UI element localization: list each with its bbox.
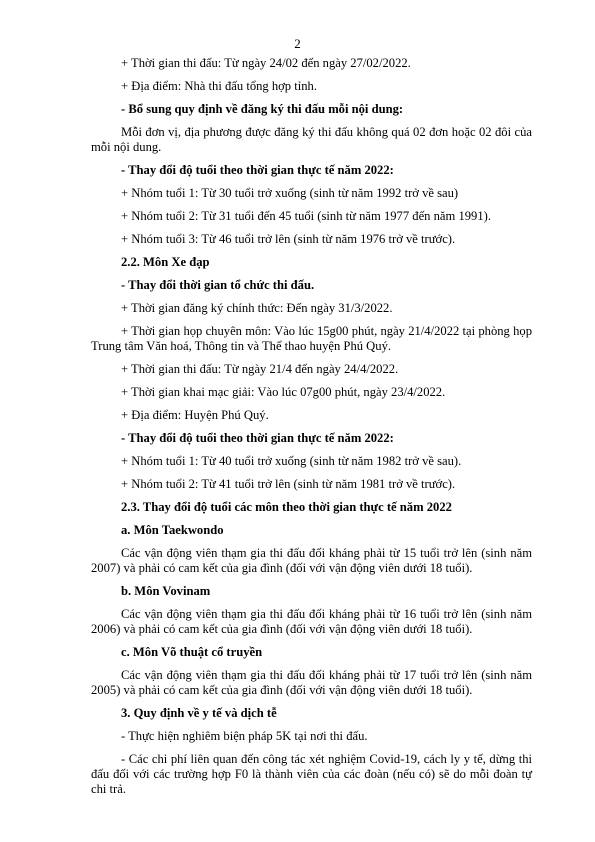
paragraph: - Các chi phí liên quan đến công tác xét nghiệm Covid-19, cách ly y tế, dừng thi đấu đối với các trường hợp F0 là thành viên của các đoàn (nếu có) sẽ do mỗi đoàn tự chi trả. xyxy=(91,752,532,796)
page-number: 2 xyxy=(294,36,301,51)
section-heading: 2.2. Môn Xe đạp xyxy=(121,255,210,269)
paragraph: + Nhóm tuổi 1: Từ 30 tuổi trở xuống (sinh từ năm 1992 trở về sau) xyxy=(121,186,459,200)
paragraph: + Nhóm tuổi 2: Từ 31 tuổi đến 45 tuổi (sinh từ năm 1977 đến năm 1991). xyxy=(121,209,491,223)
paragraph: + Thời gian đăng ký chính thức: Đến ngày 31/3/2022. xyxy=(121,301,393,315)
subsection-heading: c. Môn Võ thuật cổ truyền xyxy=(121,645,263,659)
paragraph: + Thời gian thi đấu: Từ ngày 24/02 đến ngày 27/02/2022. xyxy=(121,56,411,70)
paragraph: + Thời gian họp chuyên môn: Vào lúc 15g00 phút, ngày 21/4/2022 tại phòng họp Trung tâm Văn hoá, Thông tin và Thể thao huyện Phú Quý. xyxy=(91,324,532,353)
paragraph: Các vận động viên thạm gia thi đấu đối kháng phải từ 15 tuổi trở lên (sinh năm 2007) và phải có cam kết của gia đình (đối với vận động viên dưới 18 tuổi). xyxy=(91,546,532,575)
paragraph: + Thời gian thi đấu: Từ ngày 21/4 đến ngày 24/4/2022. xyxy=(121,362,399,376)
subsection-heading: b. Môn Vovinam xyxy=(121,584,211,598)
paragraph: + Nhóm tuổi 3: Từ 46 tuổi trở lên (sinh từ năm 1976 trở về trước). xyxy=(121,232,456,246)
subheading: - Bổ sung quy định về đăng ký thi đấu mỗi nội dung: xyxy=(121,102,404,116)
paragraph: + Địa điểm: Nhà thi đấu tổng hợp tỉnh. xyxy=(121,79,317,93)
subheading: - Thay đổi độ tuổi theo thời gian thực tế năm 2022: xyxy=(121,431,394,445)
paragraph: - Thực hiện nghiêm biện pháp 5K tại nơi thi đấu. xyxy=(121,729,368,743)
document-body xyxy=(91,56,532,797)
subheading: - Thay đổi độ tuổi theo thời gian thực tế năm 2022: xyxy=(121,163,394,177)
paragraph: Các vận động viên thạm gia thi đấu đối kháng phải từ 16 tuổi trở lên (sinh năm 2006) và phải có cam kết của gia đình (đối với vận động viên dưới 18 tuổi). xyxy=(91,607,532,636)
subheading: - Thay đổi thời gian tổ chức thi đấu. xyxy=(121,278,315,292)
paragraph: + Nhóm tuổi 1: Từ 40 tuổi trở xuống (sinh từ năm 1982 trở về sau). xyxy=(121,454,462,468)
paragraph: Mỗi đơn vị, địa phương được đăng ký thi đấu không quá 02 đơn hoặc 02 đôi của mỗi nội dung. xyxy=(91,125,532,154)
paragraph: + Nhóm tuổi 2: Từ 41 tuổi trở lên (sinh từ năm 1981 trở về trước). xyxy=(121,477,456,491)
section-heading: 2.3. Thay đổi độ tuổi các môn theo thời gian thực tế năm 2022 xyxy=(121,500,452,514)
paragraph: + Địa điểm: Huyện Phú Quý. xyxy=(121,408,269,422)
section-heading: 3. Quy định về y tế và dịch tễ xyxy=(121,706,277,720)
paragraph: + Thời gian khai mạc giải: Vào lúc 07g00 phút, ngày 23/4/2022. xyxy=(121,385,446,399)
paragraph: Các vận động viên thạm gia thi đấu đối kháng phải từ 17 tuổi trở lên (sinh năm 2005) và phải có cam kết của gia đình (đối với vận động viên dưới 18 tuổi). xyxy=(91,668,532,697)
subsection-heading: a. Môn Taekwondo xyxy=(121,523,224,537)
